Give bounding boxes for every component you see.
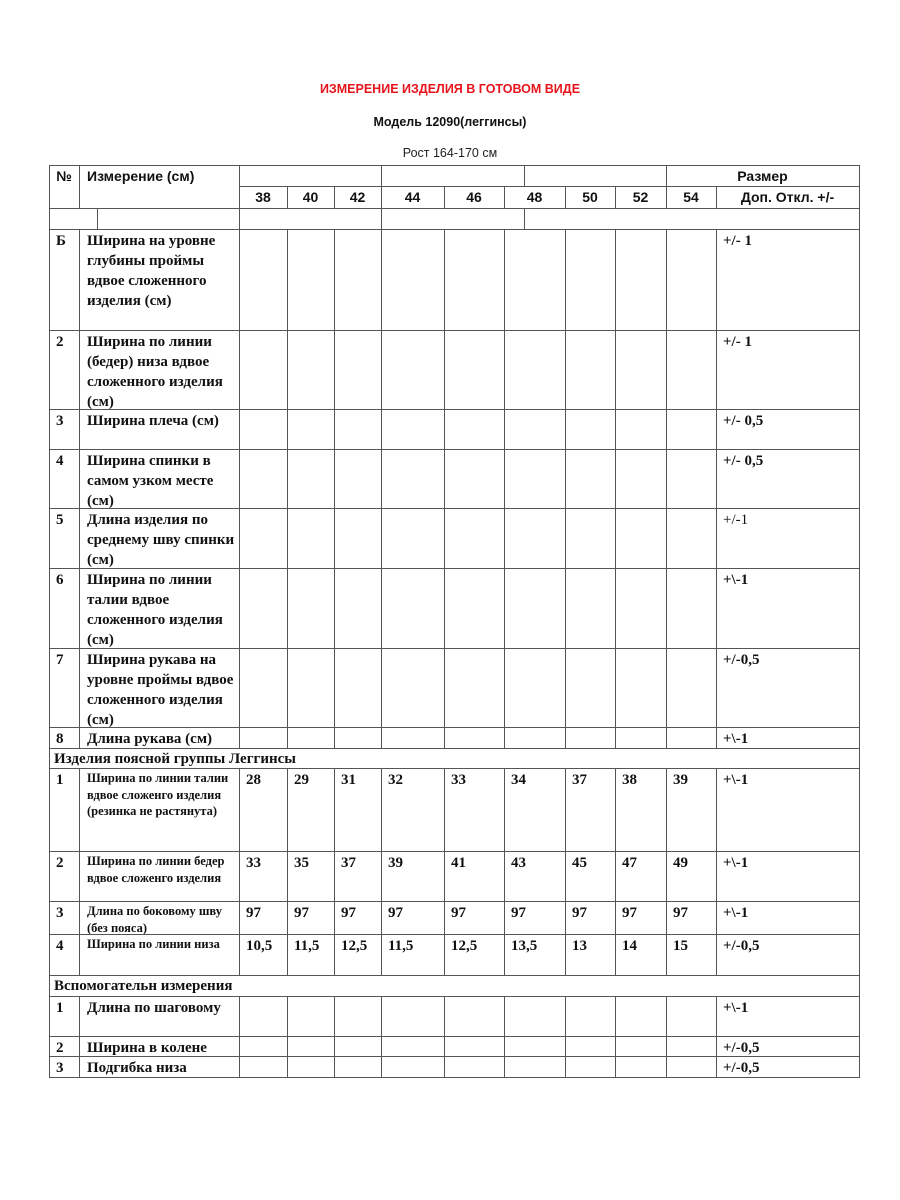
value-cell-42: 37 [341, 855, 356, 871]
tolerance-value: +\-1 [723, 772, 749, 788]
value-cell-44 [381, 568, 444, 648]
value-cell-48 [504, 996, 565, 1036]
tolerance-value: +\-1 [723, 572, 749, 588]
value-cell-44: 32 [388, 772, 403, 788]
value-cell-52: 14 [622, 938, 637, 954]
value-cell-52 [615, 409, 666, 449]
value-cell-38 [239, 727, 287, 748]
grid-line [239, 165, 240, 186]
value-cell-52 [615, 1036, 666, 1056]
value-cell-54 [666, 508, 716, 568]
value-cell-42 [334, 648, 381, 727]
row-number: 4 [56, 453, 64, 469]
value-cell-50: 45 [572, 855, 587, 871]
value-cell-38 [239, 1056, 287, 1077]
value-cell-50 [565, 409, 615, 449]
value-cell-42 [334, 449, 381, 508]
value-cell-46 [444, 409, 504, 449]
grid-line [239, 208, 240, 229]
value-cell-40 [287, 996, 334, 1036]
value-cell-50 [565, 330, 615, 409]
value-cell-44 [381, 648, 444, 727]
grid-line [97, 208, 98, 229]
row-number: 2 [56, 334, 64, 350]
value-cell-50: 37 [572, 772, 587, 788]
header-size: Размер [737, 168, 788, 184]
grid-line [859, 727, 860, 748]
value-cell-46 [444, 648, 504, 727]
row-number: 3 [56, 413, 64, 429]
grid-line [859, 449, 860, 508]
measurement-name: Ширина спинки в самом узком месте (см) [87, 453, 214, 508]
value-cell-42 [334, 568, 381, 648]
value-cell-46: 97 [451, 905, 466, 921]
value-cell-54: 39 [673, 772, 688, 788]
value-cell-54 [666, 330, 716, 409]
measurement-name: Ширина по линии бедер вдвое сложенго изделия [87, 854, 225, 885]
tolerance-value: +/-0,5 [723, 652, 760, 668]
size-column-50: 50 [582, 189, 598, 205]
grid-line [859, 1036, 860, 1056]
value-cell-50: 97 [572, 905, 587, 921]
value-cell-46 [444, 330, 504, 409]
measurement-name: Ширина в колене [87, 1040, 207, 1056]
row-number: 5 [56, 512, 64, 528]
value-cell-40: 35 [294, 855, 309, 871]
grid-line [859, 568, 860, 648]
grid-line [859, 648, 860, 727]
value-cell-48 [504, 229, 565, 330]
value-cell-40: 97 [294, 905, 309, 921]
value-cell-54 [666, 568, 716, 648]
value-cell-50 [565, 229, 615, 330]
value-cell-46 [444, 508, 504, 568]
value-cell-40 [287, 330, 334, 409]
value-cell-50: 13 [572, 938, 587, 954]
row-number: 3 [56, 905, 64, 921]
grid-line [524, 208, 525, 229]
grid-line [859, 934, 860, 975]
size-column-54: 54 [683, 189, 699, 205]
value-cell-48 [504, 727, 565, 748]
row-number: 2 [56, 855, 64, 871]
value-cell-50 [565, 449, 615, 508]
value-cell-42 [334, 996, 381, 1036]
row-number: 2 [56, 1040, 64, 1056]
value-cell-40 [287, 1036, 334, 1056]
value-cell-40 [287, 727, 334, 748]
value-cell-44 [381, 996, 444, 1036]
value-cell-54 [666, 1036, 716, 1056]
value-cell-38 [239, 568, 287, 648]
tolerance-value: +\-1 [723, 905, 749, 921]
size-column-52: 52 [632, 189, 649, 205]
value-cell-52 [615, 648, 666, 727]
measurement-name: Ширина на уровне глубины проймы вдвое сложенного изделия (см) [87, 233, 216, 309]
value-cell-52 [615, 330, 666, 409]
value-cell-50 [565, 568, 615, 648]
value-cell-44 [381, 330, 444, 409]
value-cell-38 [239, 508, 287, 568]
value-cell-44 [381, 229, 444, 330]
size-column-40: 40 [302, 189, 319, 205]
value-cell-42 [334, 409, 381, 449]
grid-line [859, 165, 860, 186]
value-cell-48: 97 [511, 905, 526, 921]
grid-line [859, 901, 860, 934]
value-cell-44 [381, 1036, 444, 1056]
value-cell-42: 31 [341, 772, 356, 788]
row-number: 7 [56, 652, 64, 668]
row-number: Б [56, 233, 66, 249]
value-cell-44 [381, 449, 444, 508]
value-cell-48 [504, 409, 565, 449]
header-measurement: Измерение (см) [87, 168, 195, 184]
measurement-name: Ширина рукава на уровне проймы вдвое сложенного изделия (см) [87, 652, 234, 727]
value-cell-38 [239, 996, 287, 1036]
value-cell-54 [666, 229, 716, 330]
value-cell-50 [565, 508, 615, 568]
value-cell-46: 41 [451, 855, 466, 871]
header-divider [49, 208, 860, 209]
value-cell-42 [334, 330, 381, 409]
value-cell-44: 39 [388, 855, 403, 871]
value-cell-46 [444, 449, 504, 508]
tolerance-value: +\-1 [723, 1000, 749, 1016]
value-cell-42 [334, 727, 381, 748]
value-cell-48 [504, 568, 565, 648]
value-cell-38 [239, 229, 287, 330]
value-cell-40 [287, 449, 334, 508]
value-cell-40 [287, 409, 334, 449]
size-column-38: 38 [255, 189, 271, 205]
value-cell-54: 49 [673, 855, 688, 871]
value-cell-54 [666, 409, 716, 449]
value-cell-38 [239, 330, 287, 409]
value-cell-46 [444, 996, 504, 1036]
value-cell-40 [287, 229, 334, 330]
value-cell-48 [504, 648, 565, 727]
value-cell-54 [666, 727, 716, 748]
measurement-name: Длина по боковому шву (без пояса) [87, 904, 222, 934]
value-cell-52 [615, 1056, 666, 1077]
value-cell-46 [444, 1036, 504, 1056]
value-cell-48 [504, 330, 565, 409]
value-cell-44 [381, 727, 444, 748]
section-title-aux: Вспомогательн измерения [54, 978, 233, 994]
row-number: 1 [56, 772, 64, 788]
tolerance-value: +\-1 [723, 731, 749, 747]
row-number: 4 [56, 938, 64, 954]
tolerance-value: +/-0,5 [723, 1040, 760, 1056]
height-range: Рост 164-170 см [402, 146, 498, 160]
grid-line [859, 748, 860, 768]
value-cell-46 [444, 727, 504, 748]
tolerance-value: +/- 1 [723, 233, 752, 249]
value-cell-54 [666, 648, 716, 727]
value-cell-48 [504, 1056, 565, 1077]
value-cell-38 [239, 409, 287, 449]
size-column-48: 48 [526, 189, 543, 205]
grid-line [859, 409, 860, 449]
grid-line [859, 996, 860, 1036]
value-cell-44: 11,5 [388, 938, 414, 954]
value-cell-46 [444, 229, 504, 330]
value-cell-46: 12,5 [451, 938, 478, 954]
value-cell-40: 11,5 [294, 938, 320, 954]
tolerance-value: +/- 0,5 [723, 413, 764, 429]
value-cell-50 [565, 648, 615, 727]
value-cell-50 [565, 1036, 615, 1056]
value-cell-42: 97 [341, 905, 356, 921]
value-cell-48 [504, 1036, 565, 1056]
value-cell-40 [287, 1056, 334, 1077]
row-number: 6 [56, 572, 64, 588]
value-cell-48 [504, 508, 565, 568]
value-cell-44 [381, 508, 444, 568]
row-number: 1 [56, 1000, 64, 1016]
value-cell-38: 10,5 [246, 938, 273, 954]
value-cell-42 [334, 508, 381, 568]
value-cell-38: 33 [246, 855, 261, 871]
value-cell-54 [666, 996, 716, 1036]
header-tolerance: Доп. Откл. +/- [740, 189, 835, 205]
value-cell-44 [381, 1056, 444, 1077]
row-number: 8 [56, 731, 64, 747]
measurement-name: Длина изделия по среднему шву спинки (см) [87, 512, 235, 568]
grid-line [381, 165, 382, 186]
grid-line [859, 508, 860, 568]
value-cell-54 [666, 1056, 716, 1077]
grid-line [859, 1056, 860, 1077]
value-cell-52: 97 [622, 905, 637, 921]
model-name: Модель 12090(леггинсы) [373, 115, 527, 129]
value-cell-48 [504, 449, 565, 508]
tolerance-value: +/-1 [723, 512, 749, 528]
grid-line [524, 165, 525, 186]
value-cell-46 [444, 1056, 504, 1077]
grid-line [381, 208, 382, 229]
value-cell-54: 15 [673, 938, 688, 954]
value-cell-42 [334, 229, 381, 330]
grid-line [859, 851, 860, 901]
tolerance-value: +/-0,5 [723, 938, 760, 954]
grid-line [49, 208, 50, 229]
value-cell-50 [565, 996, 615, 1036]
value-cell-52 [615, 508, 666, 568]
row-divider [49, 1077, 860, 1078]
grid-line [859, 208, 860, 229]
value-cell-52: 47 [622, 855, 637, 871]
value-cell-50 [565, 727, 615, 748]
value-cell-40: 29 [294, 772, 309, 788]
value-cell-40 [287, 508, 334, 568]
value-cell-54: 97 [673, 905, 688, 921]
value-cell-52 [615, 727, 666, 748]
measurement-name: Ширина по линии талии вдвое сложенного изделия (см) [87, 572, 223, 648]
tolerance-value: +/- 0,5 [723, 453, 764, 469]
value-cell-52 [615, 229, 666, 330]
grid-line [859, 186, 860, 208]
value-cell-44 [381, 409, 444, 449]
value-cell-38: 28 [246, 772, 261, 788]
measurement-name: Ширина по линии талии вдвое сложенго изделия (резинка не растянута) [87, 771, 229, 818]
measurement-name: Ширина плеча (см) [87, 413, 219, 429]
header-number: № [56, 168, 72, 184]
value-cell-40 [287, 648, 334, 727]
grid-line [859, 229, 860, 330]
tolerance-value: +/- 1 [723, 334, 752, 350]
size-column-44: 44 [404, 189, 421, 205]
value-cell-50 [565, 1056, 615, 1077]
value-cell-42: 12,5 [341, 938, 368, 954]
value-cell-38 [239, 1036, 287, 1056]
value-cell-48: 13,5 [511, 938, 538, 954]
value-cell-38 [239, 449, 287, 508]
section-title-waist: Изделия поясной группы Леггинсы [54, 751, 296, 767]
document-title: ИЗМЕРЕНИЕ ИЗДЕЛИЯ В ГОТОВОМ ВИДЕ [319, 82, 581, 96]
measurement-name: Ширина по линии (бедер) низа вдвое сложенного изделия (см) [87, 334, 223, 409]
row-number: 3 [56, 1060, 64, 1076]
grid-line [859, 330, 860, 409]
measurement-name: Ширина по линии низа [87, 937, 220, 951]
value-cell-46 [444, 568, 504, 648]
value-cell-44: 97 [388, 905, 403, 921]
value-cell-52 [615, 449, 666, 508]
value-cell-48: 43 [511, 855, 526, 871]
value-cell-52 [615, 996, 666, 1036]
grid-line [859, 768, 860, 851]
value-cell-38: 97 [246, 905, 261, 921]
value-cell-42 [334, 1056, 381, 1077]
measurement-name: Длина по шаговому [87, 1000, 221, 1016]
value-cell-40 [287, 568, 334, 648]
value-cell-46: 33 [451, 772, 466, 788]
grid-line [859, 975, 860, 996]
measurement-name: Подгибка низа [87, 1060, 187, 1076]
size-column-42: 42 [349, 189, 366, 205]
tolerance-value: +\-1 [723, 855, 749, 871]
value-cell-38 [239, 648, 287, 727]
value-cell-48: 34 [511, 772, 526, 788]
value-cell-54 [666, 449, 716, 508]
tolerance-value: +/-0,5 [723, 1060, 760, 1076]
value-cell-52 [615, 568, 666, 648]
value-cell-52: 38 [622, 772, 637, 788]
measurement-name: Длина рукава (см) [87, 731, 213, 747]
value-cell-42 [334, 1036, 381, 1056]
size-column-46: 46 [466, 189, 482, 205]
